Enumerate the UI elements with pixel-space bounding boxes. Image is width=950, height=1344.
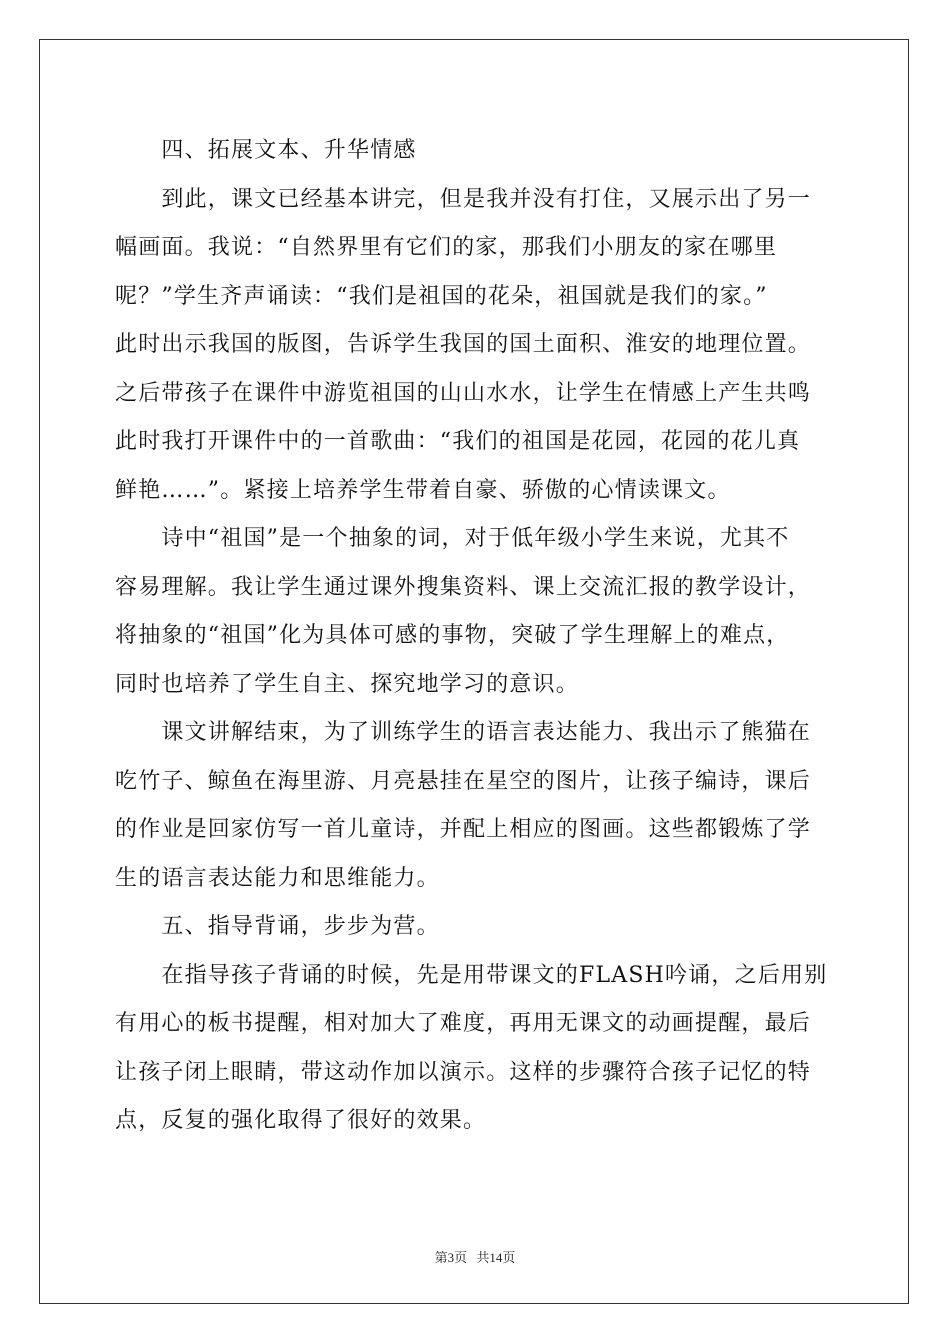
paragraph-recitation-guide [115,952,835,1146]
text-line: 在指导孩子背诵的时候，先是用带课文的FLASH吟诵，之后用别 [115,962,828,988]
text-line: 吃竹子、鲸鱼在海里游、月亮悬挂在星空的图片，让孩子编诗，课后 [115,768,812,794]
text-line: 四、拓展文本、升华情感 [115,138,417,163]
paragraph-abstract-word [115,515,835,709]
paragraph-language-training [115,709,835,903]
page-footer [0,1247,950,1266]
text-line: 诗中“祖国”是一个抽象的词，对于低年级小学生来说，尤其不 [115,526,790,551]
paragraph-motherland-intro [115,176,835,516]
text-line: 的作业是回家仿写一首儿童诗，并配上相应的图画。这些都锻炼了学 [115,817,812,842]
text-line: 让孩子闭上眼睛，带这动作加以演示。这样的步骤符合孩子记忆的特 [115,1059,812,1085]
text-line: 之后带孩子在课件中游览祖国的山山水水，让学生在情感上产生共鸣 [115,380,812,406]
text-line: 幅画面。我说：“自然界里有它们的家，那我们小朋友的家在哪里 [115,235,778,260]
page-number: 第3页 [434,1250,468,1265]
document-body [115,127,835,1146]
text-line: 呢？”学生齐声诵读：“我们是祖国的花朵，祖国就是我们的家。” [115,283,768,309]
text-line: 容易理解。我让学生通过课外搜集资料、课上交流汇报的教学设计， [115,574,812,600]
page-total: 共14页 [476,1250,516,1265]
text-line: 此时我打开课件中的一首歌曲：“我们的祖国是花园，花园的花儿真 [115,429,801,454]
text-line: 点，反复的强化取得了很好的效果。 [115,1108,487,1133]
text-line: 课文讲解结束，为了训练学生的语言表达能力、我出示了熊猫在 [115,720,812,745]
text-line: 生的语言表达能力和思维能力。 [115,865,440,891]
text-line: 五、指导背诵，步步为营。 [115,914,440,939]
heading-extend-text [115,127,835,176]
text-line: 同时也培养了学生自主、探究地学习的意识。 [115,671,580,697]
text-line: 到此，课文已经基本讲完，但是我并没有打住，又展示出了另一 [115,186,812,212]
text-line: 将抽象的“祖国”化为具体可感的事物，突破了学生理解上的难点， [115,623,790,648]
text-line: 鲜艳……”。紧接上培养学生带着自豪、骄傲的心情读课文。 [115,477,731,503]
heading-recitation [115,903,835,952]
text-line: 此时出示我国的版图，告诉学生我国的国土面积、淮安的地理位置。 [115,332,812,357]
text-line: 有用心的板书提醒，相对加大了难度，再用无课文的动画提醒，最后 [115,1011,812,1036]
